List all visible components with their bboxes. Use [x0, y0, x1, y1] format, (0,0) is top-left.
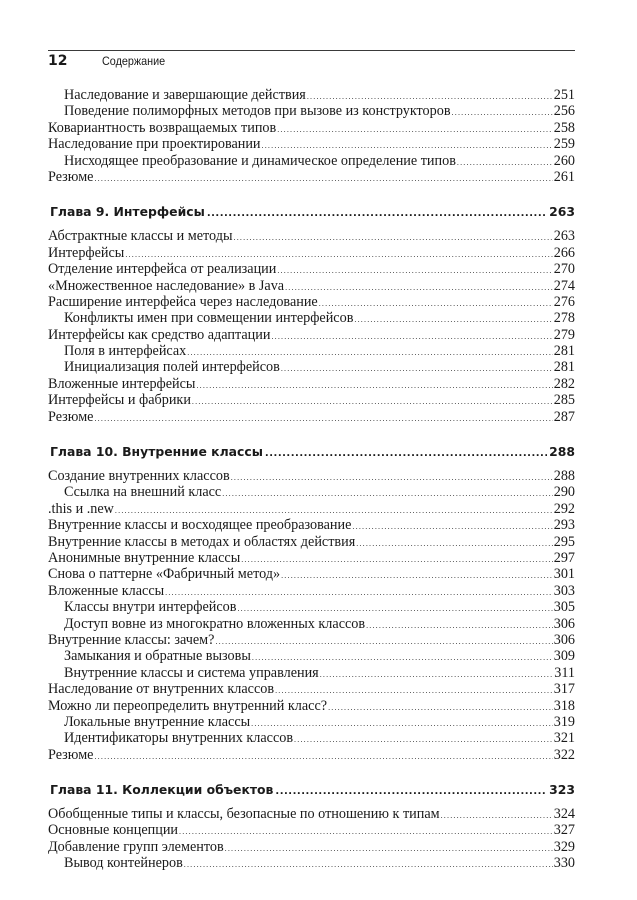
entry-title: Резюме: [48, 168, 94, 185]
toc-entry[interactable]: [48, 376, 575, 392]
dot-leader: [452, 105, 553, 121]
dot-leader: [241, 552, 552, 568]
entry-page: 311: [554, 664, 575, 681]
entry-page: 297: [553, 549, 575, 566]
chapter-heading-10[interactable]: [48, 442, 575, 462]
chapter-page: 323: [549, 782, 575, 798]
entry-page: 324: [553, 806, 575, 823]
entry-title: Конфликты имен при совмещении интерфейсов: [64, 310, 354, 327]
entry-title: Наследование при проектировании: [48, 136, 261, 153]
toc-entry[interactable]: [48, 534, 575, 550]
dot-leader: [275, 782, 547, 802]
entry-page: 287: [553, 408, 575, 425]
dot-leader: [320, 667, 554, 683]
entry-page: 293: [553, 517, 575, 534]
toc-entry[interactable]: [48, 855, 575, 871]
dot-leader: [352, 519, 552, 535]
entry-title: Вложенные классы: [48, 582, 165, 599]
chapter-page: 263: [549, 204, 575, 220]
dot-leader: [192, 394, 553, 410]
entry-title: Создание внутренних классов: [48, 468, 230, 485]
entry-title: Внутренние классы и система управления: [64, 664, 319, 681]
toc-entry[interactable]: [48, 278, 575, 294]
header-rule: [48, 50, 575, 51]
entry-page: 281: [553, 343, 575, 360]
entry-page: 292: [553, 500, 575, 517]
entry-page: 263: [553, 228, 575, 245]
dot-leader: [285, 280, 553, 296]
toc-entry[interactable]: [48, 120, 575, 136]
chapter-page: 288: [549, 444, 575, 460]
toc-entry[interactable]: [48, 310, 575, 326]
toc-entry[interactable]: [48, 169, 575, 185]
entry-page: 282: [553, 375, 575, 392]
toc-entry[interactable]: [48, 566, 575, 582]
toc-entry[interactable]: [48, 392, 575, 408]
dot-leader: [356, 536, 552, 552]
entry-title: Обобщенные типы и классы, безопасные по отношению к типам: [48, 806, 440, 823]
entry-page: 306: [553, 631, 575, 648]
toc-entry[interactable]: [48, 87, 575, 103]
dot-leader: [184, 857, 553, 873]
entry-title: Внутренние классы: зачем?: [48, 631, 215, 648]
entry-title: Внутренние классы и восходящее преобразование: [48, 517, 352, 534]
entry-title: Интерфейсы и фабрики: [48, 392, 191, 409]
entry-title: Расширение интерфейса через наследование: [48, 293, 318, 310]
toc-entry[interactable]: [48, 517, 575, 533]
toc-entry[interactable]: [48, 665, 575, 681]
entry-page: 322: [553, 746, 575, 763]
entry-page: 318: [553, 697, 575, 714]
entry-title: Внутренние классы в методах и областях действия: [48, 533, 356, 550]
toc-entry[interactable]: [48, 747, 575, 763]
entry-page: 285: [553, 392, 575, 409]
toc-entry[interactable]: [48, 327, 575, 343]
entry-title: Можно ли переопределить внутренний класс?: [48, 697, 328, 714]
entry-page: 258: [553, 119, 575, 136]
toc-entry[interactable]: [48, 550, 575, 566]
dot-leader: [222, 486, 553, 502]
toc-entry[interactable]: [48, 681, 575, 697]
entry-page: 270: [553, 261, 575, 278]
entry-title: .this и .new: [48, 500, 114, 517]
entry-title: Инициализация полей интерфейсов: [64, 359, 280, 376]
entry-page: 329: [553, 838, 575, 855]
entry-title: Анонимные внутренние классы: [48, 549, 241, 566]
dot-leader: [196, 378, 552, 394]
entry-page: 319: [553, 713, 575, 730]
toc-entry[interactable]: [48, 359, 575, 375]
chapter-title: Глава 11. Коллекции объектов: [50, 782, 274, 798]
toc-entry[interactable]: [48, 468, 575, 484]
dot-leader: [251, 716, 553, 732]
entry-title: Наследование от внутренних классов: [48, 681, 275, 698]
entry-page: 305: [553, 599, 575, 616]
entry-title: Абстрактные классы и методы: [48, 228, 233, 245]
running-head: [48, 53, 172, 71]
dot-leader: [354, 312, 552, 328]
toc-entry[interactable]: [48, 294, 575, 310]
toc-entry[interactable]: [48, 261, 575, 277]
toc-entry[interactable]: [48, 583, 575, 599]
entry-title: Идентификаторы внутренних классов: [64, 730, 294, 747]
toc-entry[interactable]: [48, 616, 575, 632]
toc-entry[interactable]: [48, 228, 575, 244]
chapter-heading-11[interactable]: [48, 780, 575, 800]
toc-entry[interactable]: [48, 153, 575, 169]
page-number: 12: [48, 53, 68, 69]
toc-entry[interactable]: [48, 822, 575, 838]
toc-entry[interactable]: [48, 806, 575, 822]
dot-leader: [319, 296, 553, 312]
entry-title: Наследование и завершающие действия: [64, 87, 306, 103]
entry-title: «Множественное наследование» в Java: [48, 277, 285, 294]
dot-leader: [328, 700, 553, 716]
entry-page: 259: [553, 136, 575, 153]
dot-leader: [234, 230, 553, 246]
entry-title: Нисходящее преобразование и динамическое определение типов: [64, 152, 456, 169]
dot-leader: [294, 732, 553, 748]
entry-page: 295: [553, 533, 575, 550]
toc-entry[interactable]: [48, 839, 575, 855]
toc-entry[interactable]: [48, 409, 575, 425]
toc-entry[interactable]: [48, 103, 575, 119]
entry-page: 251: [553, 87, 575, 103]
chapter-heading-9[interactable]: [48, 202, 575, 222]
entry-title: Замыкания и обратные вызовы: [64, 648, 251, 665]
entry-page: 266: [553, 244, 575, 261]
dot-leader: [207, 204, 547, 224]
entry-title: Резюме: [48, 408, 94, 425]
entry-page: 301: [553, 566, 575, 583]
entry-title: Ссылка на внешний класс: [64, 484, 222, 501]
dot-leader: [281, 361, 553, 377]
entry-page: 279: [553, 326, 575, 343]
dot-leader: [277, 263, 552, 279]
dot-leader: [215, 634, 552, 650]
entry-title: Интерфейсы: [48, 244, 125, 261]
entry-title: Добавление групп элементов: [48, 838, 224, 855]
entry-page: 261: [553, 168, 575, 185]
entry-title: Локальные внутренние классы: [64, 713, 251, 730]
entry-page: 290: [553, 484, 575, 501]
dot-leader: [366, 618, 553, 634]
entry-title: Поведение полиморфных методов при вызове из конструкторов: [64, 103, 451, 120]
entry-title: Вывод контейнеров: [64, 855, 183, 872]
chapter-title: Глава 9. Интерфейсы: [50, 204, 205, 220]
chapter-title: Глава 10. Внутренние классы: [50, 444, 263, 460]
entry-page: 256: [553, 103, 575, 120]
running-head-title: Содержание: [102, 54, 166, 68]
toc-entry[interactable]: [48, 632, 575, 648]
entry-title: Вложенные интерфейсы: [48, 375, 196, 392]
dot-leader: [277, 122, 552, 138]
toc-entry[interactable]: [48, 730, 575, 746]
entry-page: 330: [553, 855, 575, 872]
entry-page: 303: [553, 582, 575, 599]
entry-page: 274: [553, 277, 575, 294]
entry-title: Основные концепции: [48, 822, 179, 839]
dot-leader: [281, 568, 553, 584]
toc-entry[interactable]: [48, 484, 575, 500]
dot-leader: [265, 444, 547, 464]
toc-entry[interactable]: [48, 714, 575, 730]
entry-page: 281: [553, 359, 575, 376]
table-of-contents: [48, 87, 575, 872]
entry-title: Отделение интерфейса от реализации: [48, 261, 277, 278]
entry-page: 327: [553, 822, 575, 839]
entry-page: 288: [553, 468, 575, 485]
toc-entry[interactable]: [48, 245, 575, 261]
entry-page: 278: [553, 310, 575, 327]
dot-leader: [94, 171, 552, 187]
entry-title: Ковариантность возвращаемых типов: [48, 119, 277, 136]
toc-entry[interactable]: [48, 698, 575, 714]
toc-entry[interactable]: [48, 648, 575, 664]
entry-page: 321: [553, 730, 575, 747]
toc-entry[interactable]: [48, 599, 575, 615]
toc-entry[interactable]: [48, 343, 575, 359]
dot-leader: [457, 155, 553, 171]
entry-page: 306: [553, 615, 575, 632]
dot-leader: [94, 749, 552, 765]
entry-title: Резюме: [48, 746, 94, 763]
entry-title: Снова о паттерне «Фабричный метод»: [48, 566, 281, 583]
entry-title: Интерфейсы как средство адаптации: [48, 326, 271, 343]
dot-leader: [94, 411, 552, 427]
entry-title: Доступ вовне из многократно вложенных классов: [64, 615, 366, 632]
entry-page: 260: [553, 152, 575, 169]
entry-page: 309: [553, 648, 575, 665]
entry-page: 317: [553, 681, 575, 698]
dot-leader: [231, 470, 553, 486]
dot-leader: [179, 824, 553, 840]
toc-entry[interactable]: [48, 501, 575, 517]
dot-leader: [441, 808, 553, 824]
toc-entry[interactable]: [48, 136, 575, 152]
entry-title: Поля в интерфейсах: [64, 343, 187, 360]
dot-leader: [271, 329, 552, 345]
entry-title: Классы внутри интерфейсов: [64, 599, 237, 616]
entry-page: 276: [553, 293, 575, 310]
dot-leader: [225, 841, 553, 857]
